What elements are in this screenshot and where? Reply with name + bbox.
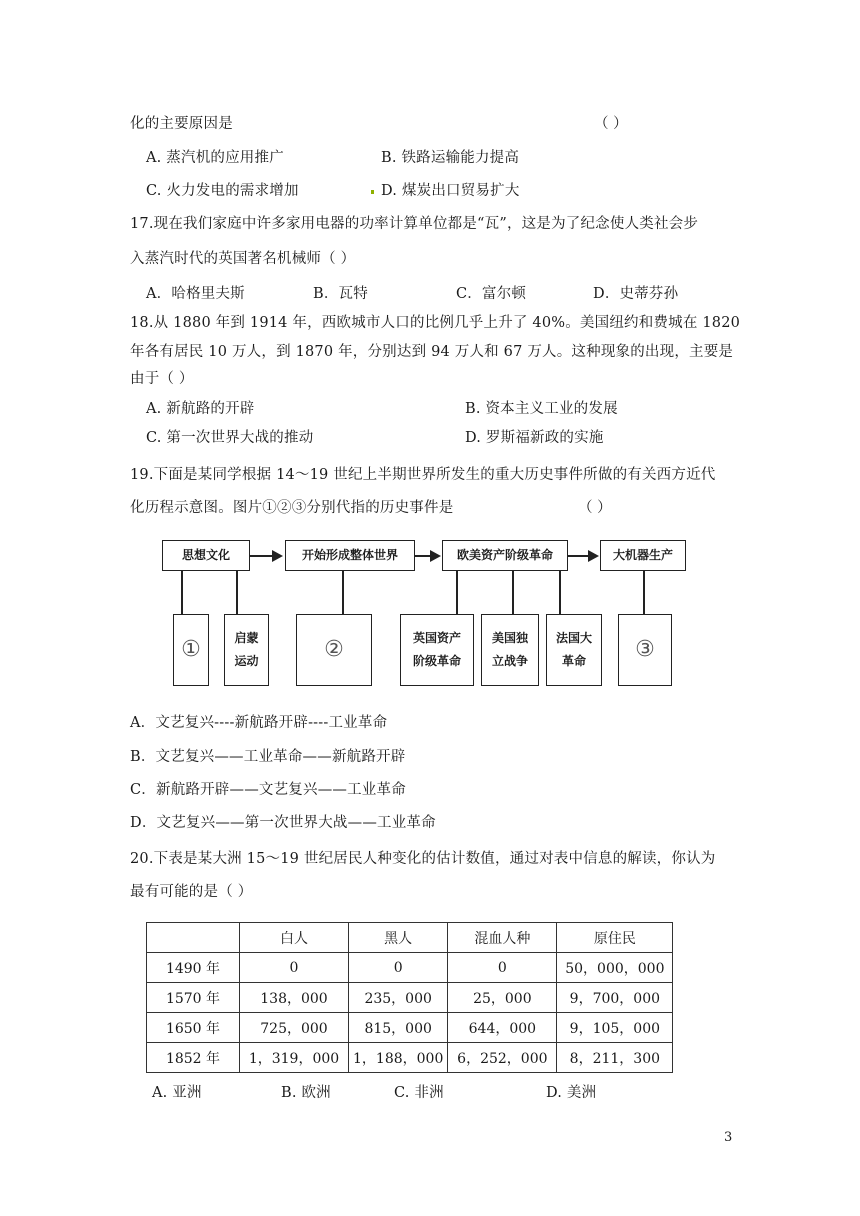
- arrow-line-2: [415, 555, 431, 557]
- diagram-box-thought-culture: 思想文化: [162, 540, 250, 571]
- table-row: [147, 1013, 673, 1043]
- q18-option-c: C. 第一次世界大战的推动: [146, 430, 314, 446]
- diagram-box-enlightenment: [224, 614, 269, 686]
- q17-option-a: A．哈格里夫斯: [146, 286, 245, 302]
- table-row: [147, 1043, 673, 1073]
- table-header-row: [147, 923, 673, 953]
- q17-stem-line2: 入蒸汽时代的英国著名机械师（ ）: [130, 251, 356, 267]
- arrow-head-3: [588, 550, 599, 562]
- q19-option-a: A．文艺复兴----新航路开辟----工业革命: [130, 715, 388, 731]
- q18-stem-line1: 18.从 1880 年到 1914 年，西欧城市人口的比例几乎上升了 40%。美国纽约和费城在 1820: [130, 315, 741, 331]
- table-header-cell: 原住民: [557, 923, 673, 953]
- fr-rev-line2: 革命: [561, 654, 586, 668]
- q17-stem-line1: 17.现在我们家庭中许多家用电器的功率计算单位都是“瓦”，这是为了纪念使人类社会步: [130, 216, 699, 232]
- q17-option-d: D．史蒂芬孙: [593, 286, 679, 302]
- table-cell: 1852 年: [147, 1043, 240, 1073]
- q19-answer-paren: （ ）: [578, 500, 612, 516]
- diagram-box-circle-1: ①: [173, 614, 209, 686]
- diagram-box-french-revolution: [546, 614, 602, 686]
- table-cell: 0: [448, 953, 557, 983]
- q16-stem-tail: 化的主要原因是: [130, 116, 233, 132]
- table-cell: 0: [349, 953, 448, 983]
- diagram-box-circle-3: ③: [618, 614, 672, 686]
- q19-option-d: D．文艺复兴——第一次世界大战——工业革命: [130, 815, 436, 831]
- table-cell: 1570 年: [147, 983, 240, 1013]
- table-cell: 235，000: [349, 983, 448, 1013]
- q16-option-a: A. 蒸汽机的应用推广: [146, 150, 284, 166]
- table-cell: 138，000: [240, 983, 349, 1013]
- table-cell: 0: [240, 953, 349, 983]
- population-table: [146, 922, 673, 1073]
- table-row: [147, 983, 673, 1013]
- table-cell: 25，000: [448, 983, 557, 1013]
- arrow-head-1: [272, 550, 283, 562]
- q19-stem-line1: 19.下面是某同学根据 14～19 世纪上半期世界所发生的重大历史事件所做的有关西方近代: [130, 467, 716, 483]
- enlightenment-line1: 启蒙: [234, 631, 259, 646]
- us-war-line2: 立战争: [491, 654, 528, 668]
- q19-option-b: B．文艺复兴——工业革命——新航路开辟: [130, 749, 406, 765]
- q16-option-c: C. 火力发电的需求增加: [146, 183, 299, 199]
- q20-stem-line1: 20.下表是某大洲 15～19 世纪居民人种变化的估计数值，通过对表中信息的解读，你认为: [130, 851, 716, 867]
- q16-option-d: D. 煤炭出口贸易扩大: [381, 183, 520, 199]
- connector-1b: [236, 571, 238, 614]
- diagram-box-world-whole: 开始形成整体世界: [285, 540, 415, 571]
- table-cell: 644，000: [448, 1013, 557, 1043]
- q20-option-b: B. 欧洲: [281, 1085, 331, 1101]
- q18-option-a: A. 新航路的开辟: [146, 401, 255, 417]
- table-cell: 815，000: [349, 1013, 448, 1043]
- table-row: [147, 953, 673, 983]
- table-cell: 1，319，000: [240, 1043, 349, 1073]
- arrow-line-3: [568, 555, 589, 557]
- page-number: 3: [724, 1130, 733, 1145]
- eng-rev-line1: 英国资产: [412, 631, 461, 646]
- connector-3b: [512, 571, 514, 614]
- diagram-box-bourgeois-revolutions: 欧美资产阶级革命: [442, 540, 568, 571]
- q20-option-d: D. 美洲: [546, 1085, 597, 1101]
- q20-option-c: C. 非洲: [394, 1085, 444, 1101]
- table-cell: 8，211，300: [557, 1043, 673, 1073]
- enlightenment-line2: 运动: [234, 654, 259, 668]
- diagram-box-us-independence: [481, 614, 539, 686]
- diagram-box-machine-production: 大机器生产: [600, 540, 686, 571]
- diagram-box-english-revolution: [400, 614, 474, 686]
- table-cell: 9，700，000: [557, 983, 673, 1013]
- q16-answer-paren: （ ）: [594, 116, 628, 132]
- connector-3c: [559, 571, 561, 614]
- table-cell: 1，188，000: [349, 1043, 448, 1073]
- q18-stem-line2: 年各有居民 10 万人，到 1870 年，分别达到 94 万人和 67 万人。这种现象的出现，主要是: [130, 344, 734, 360]
- table-cell: 50，000，000: [557, 953, 673, 983]
- table-header-cell: 黑人: [349, 923, 448, 953]
- q18-option-d: D. 罗斯福新政的实施: [465, 430, 604, 446]
- q20-stem-line2: 最有可能的是（ ）: [130, 884, 253, 900]
- connector-2: [342, 571, 344, 614]
- table-cell: 1650 年: [147, 1013, 240, 1043]
- connector-3a: [456, 571, 458, 614]
- q16-option-b: B. 铁路运输能力提高: [381, 150, 520, 166]
- us-war-line1: 美国独: [491, 631, 528, 646]
- q18-stem-line3: 由于（ ）: [130, 371, 194, 387]
- eng-rev-line2: 阶级革命: [412, 654, 461, 668]
- diagram-box-circle-2: ②: [296, 614, 372, 686]
- table-cell: 6，252，000: [448, 1043, 557, 1073]
- q18-option-b: B. 资本主义工业的发展: [465, 401, 618, 417]
- connector-1a: [181, 571, 183, 614]
- stray-mark: [371, 190, 374, 194]
- arrow-head-2: [430, 550, 441, 562]
- table-header-cell: 混血人种: [448, 923, 557, 953]
- q17-option-b: B．瓦特: [313, 286, 368, 302]
- table-cell: 1490 年: [147, 953, 240, 983]
- q19-stem-line2: 化历程示意图。图片①②③分别代指的历史事件是: [130, 500, 454, 516]
- table-header-cell: 白人: [240, 923, 349, 953]
- arrow-line-1: [250, 555, 274, 557]
- table-cell: 9，105，000: [557, 1013, 673, 1043]
- connector-4: [643, 571, 645, 614]
- q19-option-c: C．新航路开辟——文艺复兴——工业革命: [130, 782, 406, 798]
- q17-option-c: C．富尔顿: [456, 286, 527, 302]
- fr-rev-line1: 法国大: [555, 631, 592, 646]
- table-header-cell: [147, 923, 240, 953]
- q20-option-a: A. 亚洲: [152, 1085, 202, 1101]
- table-cell: 725，000: [240, 1013, 349, 1043]
